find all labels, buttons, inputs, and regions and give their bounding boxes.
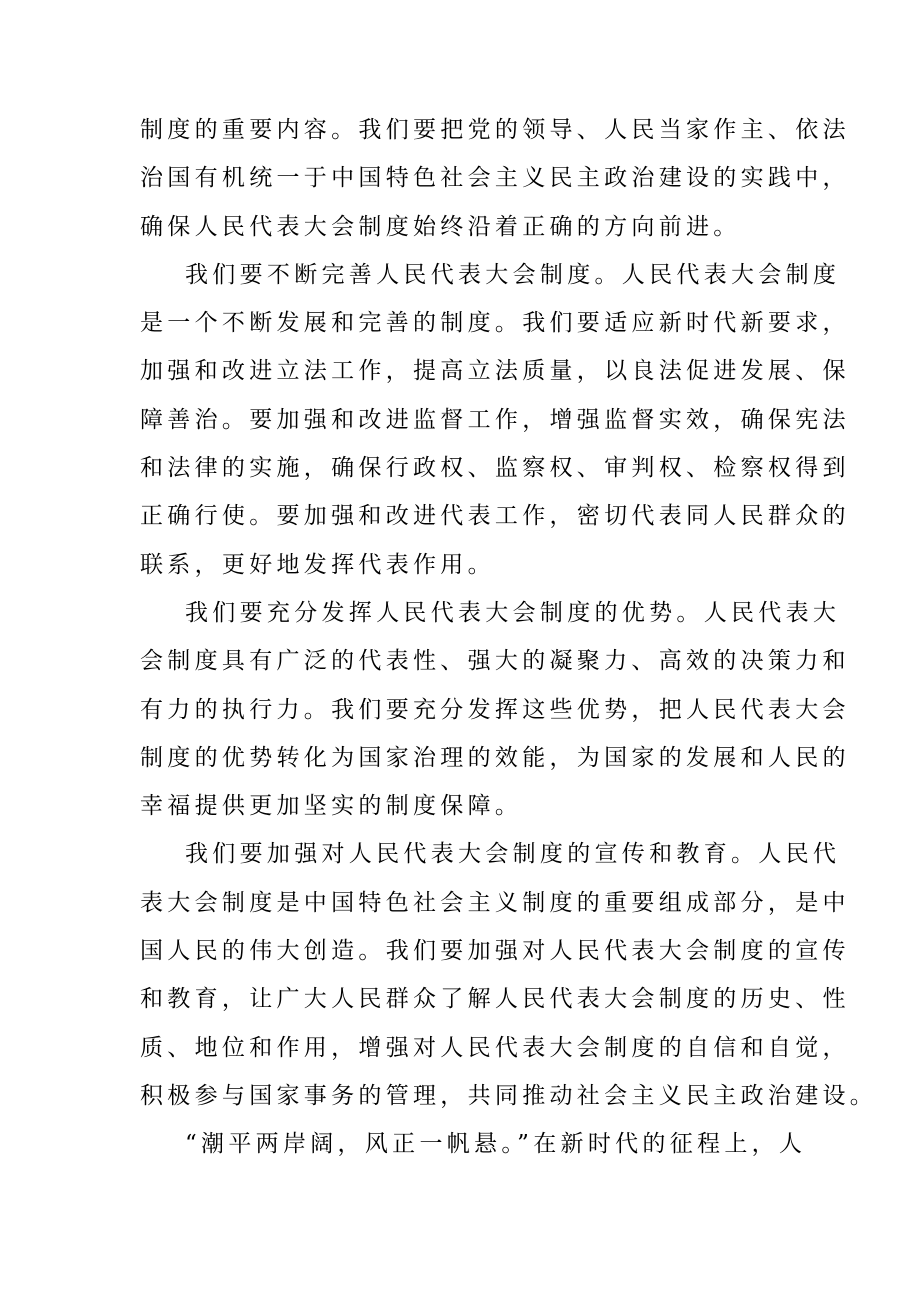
text-line: 治国有机统一于中国特色社会主义民主政治建设的实践中，: [140, 165, 850, 192]
text-line: 确保人民代表大会制度始终沿着正确的方向前进。: [140, 213, 741, 240]
text-line: 障善治。要加强和改进监督工作，增强监督实效，确保宪法: [140, 406, 850, 433]
text-line: 是一个不断发展和完善的制度。我们要适应新时代新要求，: [140, 310, 850, 337]
text-line: 正确行使。要加强和改进代表工作，密切代表同人民群众的: [140, 503, 850, 530]
text-line: 会制度具有广泛的代表性、强大的凝聚力、高效的决策力和: [140, 648, 850, 675]
text-line: 质、地位和作用，增强对人民代表大会制度的自信和自觉，: [140, 1034, 850, 1061]
paragraph-first-line: 我们要加强对人民代表大会制度的宣传和教育。人民代: [185, 841, 841, 868]
text-line: 国人民的伟大创造。我们要加强对人民代表大会制度的宣传: [140, 938, 850, 965]
paragraph-first-line: “潮平两岸阔，风正一帆悬。”在新时代的征程上，人: [185, 1131, 807, 1158]
text-line: 联系，更好地发挥代表作用。: [140, 551, 495, 578]
text-line: 表大会制度是中国特色社会主义制度的重要组成部分，是中: [140, 889, 850, 916]
text-line: 积极参与国家事务的管理，共同推动社会主义民主政治建设。: [140, 1082, 878, 1109]
text-line: 有力的执行力。我们要充分发挥这些优势，把人民代表大会: [140, 696, 850, 723]
body-text: [140, 106, 878, 1169]
paragraph-first-line: 我们要充分发挥人民代表大会制度的优势。人民代表大: [185, 599, 841, 626]
text-line: 加强和改进立法工作，提高立法质量，以良法促进发展、保: [140, 358, 850, 385]
paragraph-first-line: 我们要不断完善人民代表大会制度。人民代表大会制度: [185, 261, 841, 288]
text-line: 制度的重要内容。我们要把党的领导、人民当家作主、依法: [140, 117, 850, 143]
text-line: 制度的优势转化为国家治理的效能，为国家的发展和人民的: [140, 744, 850, 771]
text-line: 和法律的实施，确保行政权、监察权、审判权、检察权得到: [140, 455, 850, 482]
text-line: 幸福提供更加坚实的制度保障。: [140, 793, 523, 820]
text-line: 和教育，让广大人民群众了解人民代表大会制度的历史、性: [140, 986, 850, 1013]
